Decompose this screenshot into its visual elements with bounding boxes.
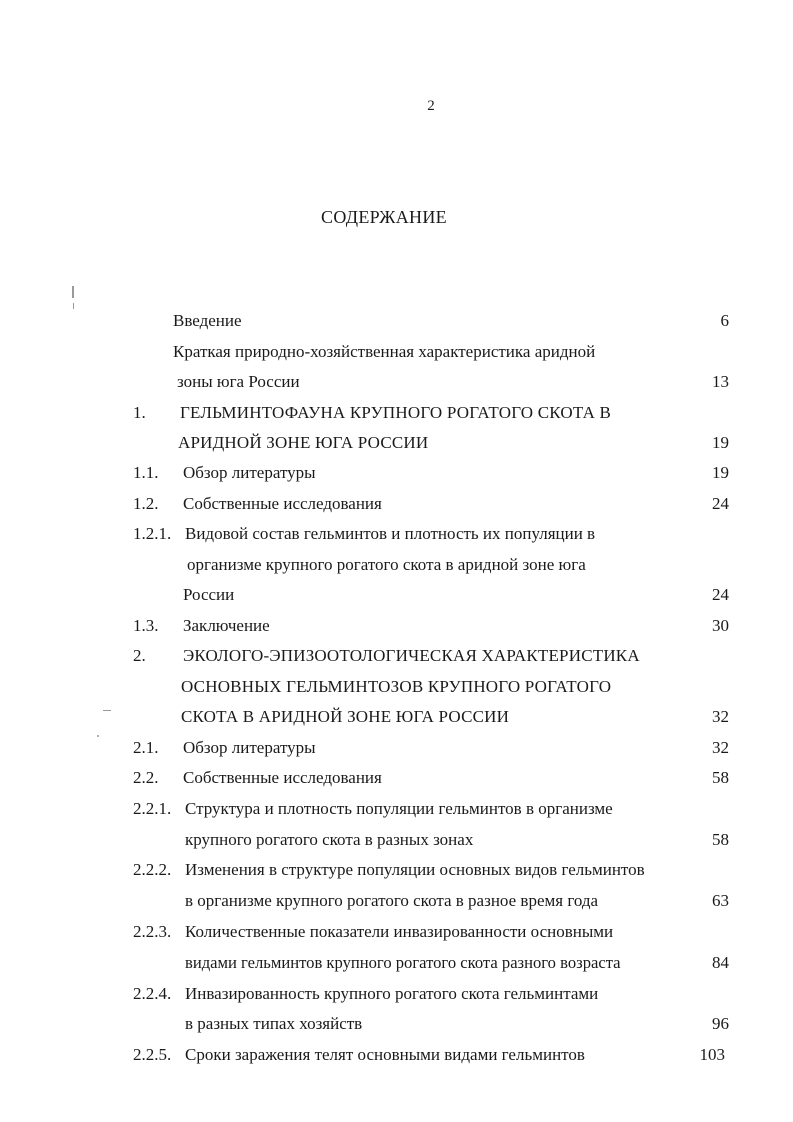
page-title: СОДЕРЖАНИЕ <box>321 207 447 227</box>
toc-entry-text: в организме крупного рогатого скота в разное время года <box>185 891 599 910</box>
scan-artifact <box>72 286 74 298</box>
toc-entry-text: ЭКОЛОГО-ЭПИЗООТОЛОГИЧЕСКАЯ ХАРАКТЕРИСТИКА <box>183 646 640 665</box>
scan-artifact <box>103 710 111 711</box>
toc-entry-number: 1.2. <box>133 494 159 513</box>
toc-entry-page: 58 <box>712 768 729 787</box>
toc-entry-number: 2.1. <box>133 738 159 757</box>
toc-entry-number: 2.2.4. <box>133 984 172 1003</box>
toc-entry-text: крупного рогатого скота в разных зонах <box>185 830 474 849</box>
toc-entry-text: Краткая природно-хозяйственная характеристика аридной <box>173 342 596 361</box>
toc-entry-number: 2.2.3. <box>133 922 172 941</box>
scan-artifact <box>97 735 99 737</box>
toc-entry-text: АРИДНОЙ ЗОНЕ ЮГА РОССИИ <box>178 433 429 452</box>
toc-entry-page: 19 <box>712 433 729 452</box>
toc-entry-page: 24 <box>712 494 729 513</box>
toc-entry-page: 19 <box>712 463 729 482</box>
toc-entry-text: ОСНОВНЫХ ГЕЛЬМИНТОЗОВ КРУПНОГО РОГАТОГО <box>181 677 612 696</box>
toc-entry-text: Количественные показатели инвазированности основными <box>185 922 614 941</box>
toc-entry-page: 24 <box>712 585 729 604</box>
toc-entry-text: Заключение <box>183 616 270 635</box>
toc-entry-text: организме крупного рогатого скота в аридной зоне юга <box>187 555 586 574</box>
toc-entry-text: Сроки заражения телят основными видами гельминтов <box>185 1045 585 1064</box>
toc-entry-text: Введение <box>173 311 242 330</box>
toc-entry-number: 2.2.1. <box>133 799 172 818</box>
toc-entry-text: Обзор литературы <box>183 738 316 757</box>
toc-entry-page: 13 <box>712 372 729 391</box>
toc-entry-text: Изменения в структуре популяции основных видов гельминтов <box>185 860 645 879</box>
toc-entry-number: 1.3. <box>133 616 159 635</box>
toc-entry-page: 32 <box>712 707 729 726</box>
toc-entry-text: в разных типах хозяйств <box>185 1014 363 1033</box>
toc-entry-page: 96 <box>712 1014 729 1033</box>
toc-entry-text: СКОТА В АРИДНОЙ ЗОНЕ ЮГА РОССИИ <box>181 707 510 726</box>
toc-entry-number: 1. <box>133 403 146 422</box>
toc-entry-page: 84 <box>712 953 729 972</box>
toc-entry-number: 2. <box>133 646 146 665</box>
toc-entry-text: Видовой состав гельминтов и плотность их популяции в <box>185 524 596 543</box>
toc-entry-text: Обзор литературы <box>183 463 316 482</box>
toc-entry-text: ГЕЛЬМИНТОФАУНА КРУПНОГО РОГАТОГО СКОТА В <box>180 403 612 422</box>
toc-entry-text: Собственные исследования <box>183 768 382 787</box>
toc-entry-text: Инвазированность крупного рогатого скота гельминтами <box>185 984 599 1003</box>
toc-entry-text: зоны юга России <box>177 372 300 391</box>
toc-entry-text: видами гельминтов крупного рогатого скота разного возраста <box>185 953 621 972</box>
toc-entry-page: 63 <box>712 891 729 910</box>
toc-entry-text: России <box>183 585 235 604</box>
page-number: 2 <box>427 98 435 114</box>
toc-entry-number: 2.2.2. <box>133 860 172 879</box>
toc-entry-page: 103 <box>699 1045 725 1064</box>
toc-entry-text: Собственные исследования <box>183 494 382 513</box>
toc-entry-text: Структура и плотность популяции гельминтов в организме <box>185 799 613 818</box>
toc-entry-page: 30 <box>712 616 729 635</box>
toc-entry-number: 2.2. <box>133 768 159 787</box>
toc-entry-page: 58 <box>712 830 729 849</box>
toc-entry-number: 1.1. <box>133 463 159 482</box>
toc-entry-number: 1.2.1. <box>133 524 172 543</box>
toc-entry-page: 6 <box>720 311 729 330</box>
scan-artifact <box>73 303 74 309</box>
toc-entry-number: 2.2.5. <box>133 1045 172 1064</box>
toc-entry-page: 32 <box>712 738 729 757</box>
